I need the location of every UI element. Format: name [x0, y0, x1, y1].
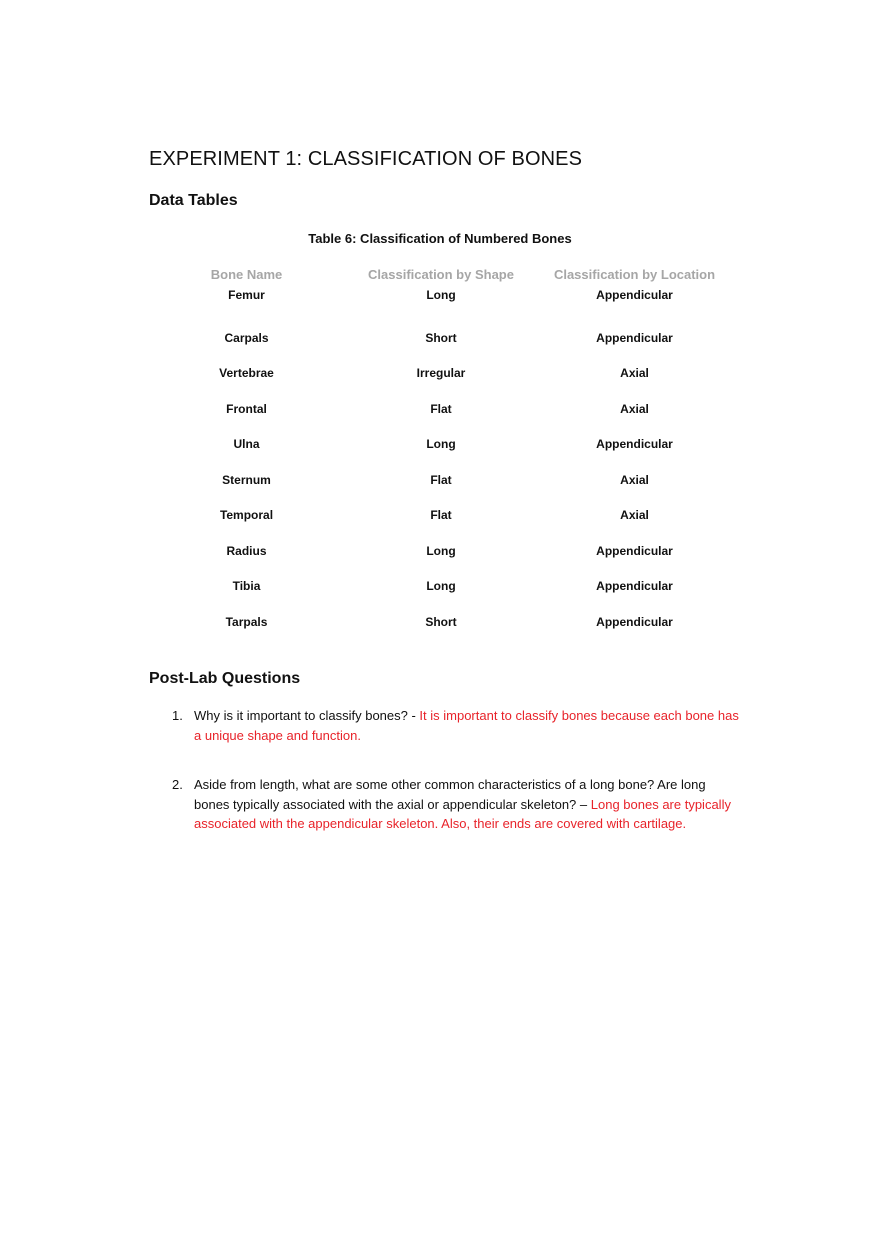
- question-number: 1.: [172, 708, 183, 723]
- location-cell: Appendicular: [596, 543, 673, 558]
- table-row: [149, 462, 731, 498]
- table-row: [149, 391, 731, 427]
- shape-cell: Flat: [430, 508, 452, 523]
- question-text: Aside from length, what are some other common characteristics of a long bone? Are long bones typically associated with the axial or appendicular skeleton? –: [194, 777, 706, 812]
- shape-cell: Irregular: [416, 366, 466, 381]
- table-row: [149, 356, 731, 392]
- bone-name-cell: Carpals: [224, 330, 269, 345]
- location-cell: Axial: [620, 508, 649, 523]
- shape-cell: Flat: [430, 401, 452, 416]
- bone-name-cell: Radius: [226, 543, 267, 558]
- location-cell: Axial: [620, 401, 649, 416]
- table-header-row: [149, 262, 731, 286]
- location-cell: Appendicular: [596, 437, 673, 452]
- answer-text: It is important to classify bones because each bone has a unique shape and function.: [194, 708, 739, 743]
- table-row: [149, 286, 731, 320]
- shape-cell: Short: [425, 330, 457, 345]
- question-text: Why is it important to classify bones? -: [194, 708, 420, 723]
- postlab-questions-list: [172, 706, 742, 834]
- bone-name-cell: Femur: [228, 288, 265, 302]
- shape-cell: Flat: [430, 472, 452, 487]
- bone-classification-table: [149, 262, 731, 640]
- data-tables-heading: Data Tables: [149, 192, 238, 209]
- location-cell: Axial: [620, 366, 649, 381]
- table-row: [149, 604, 731, 640]
- postlab-questions-heading: Post-Lab Questions: [149, 670, 301, 687]
- bone-name-cell: Frontal: [226, 401, 267, 416]
- column-header-shape: Classification by Shape: [368, 266, 514, 282]
- shape-cell: Short: [425, 614, 457, 629]
- location-cell: Appendicular: [596, 579, 673, 594]
- shape-cell: Long: [426, 579, 456, 594]
- table-row: [149, 320, 731, 356]
- location-cell: Appendicular: [596, 330, 673, 345]
- table-row: [149, 427, 731, 463]
- column-header-bone-name: Bone Name: [210, 266, 283, 282]
- location-cell: Axial: [620, 472, 649, 487]
- answer-text: Long bones are typically associated with the appendicular skeleton. Also, their ends are covered with cartilage.: [194, 796, 731, 831]
- shape-cell: Long: [426, 288, 456, 302]
- bone-name-cell: Sternum: [222, 472, 271, 487]
- shape-cell: Long: [426, 437, 456, 452]
- bone-name-cell: Tibia: [232, 579, 261, 594]
- table-row: [149, 498, 731, 534]
- location-cell: Appendicular: [596, 614, 673, 629]
- question-item: [172, 706, 742, 745]
- column-header-location: Classification by Location: [553, 266, 716, 282]
- shape-cell: Long: [426, 543, 456, 558]
- bone-name-cell: Ulna: [233, 437, 260, 452]
- location-cell: Appendicular: [596, 288, 673, 302]
- bone-name-cell: Vertebrae: [219, 366, 274, 381]
- page-title: EXPERIMENT 1: CLASSIFICATION OF BONES: [149, 148, 583, 170]
- question-item: [172, 775, 742, 834]
- bone-name-cell: Temporal: [219, 508, 274, 523]
- bone-name-cell: Tarpals: [225, 614, 268, 629]
- table-caption-text: Table 6: Classification of Numbered Bones: [308, 231, 572, 246]
- question-number: 2.: [172, 777, 183, 792]
- table-row: [149, 533, 731, 569]
- table-caption: [0, 231, 880, 246]
- table-row: [149, 569, 731, 605]
